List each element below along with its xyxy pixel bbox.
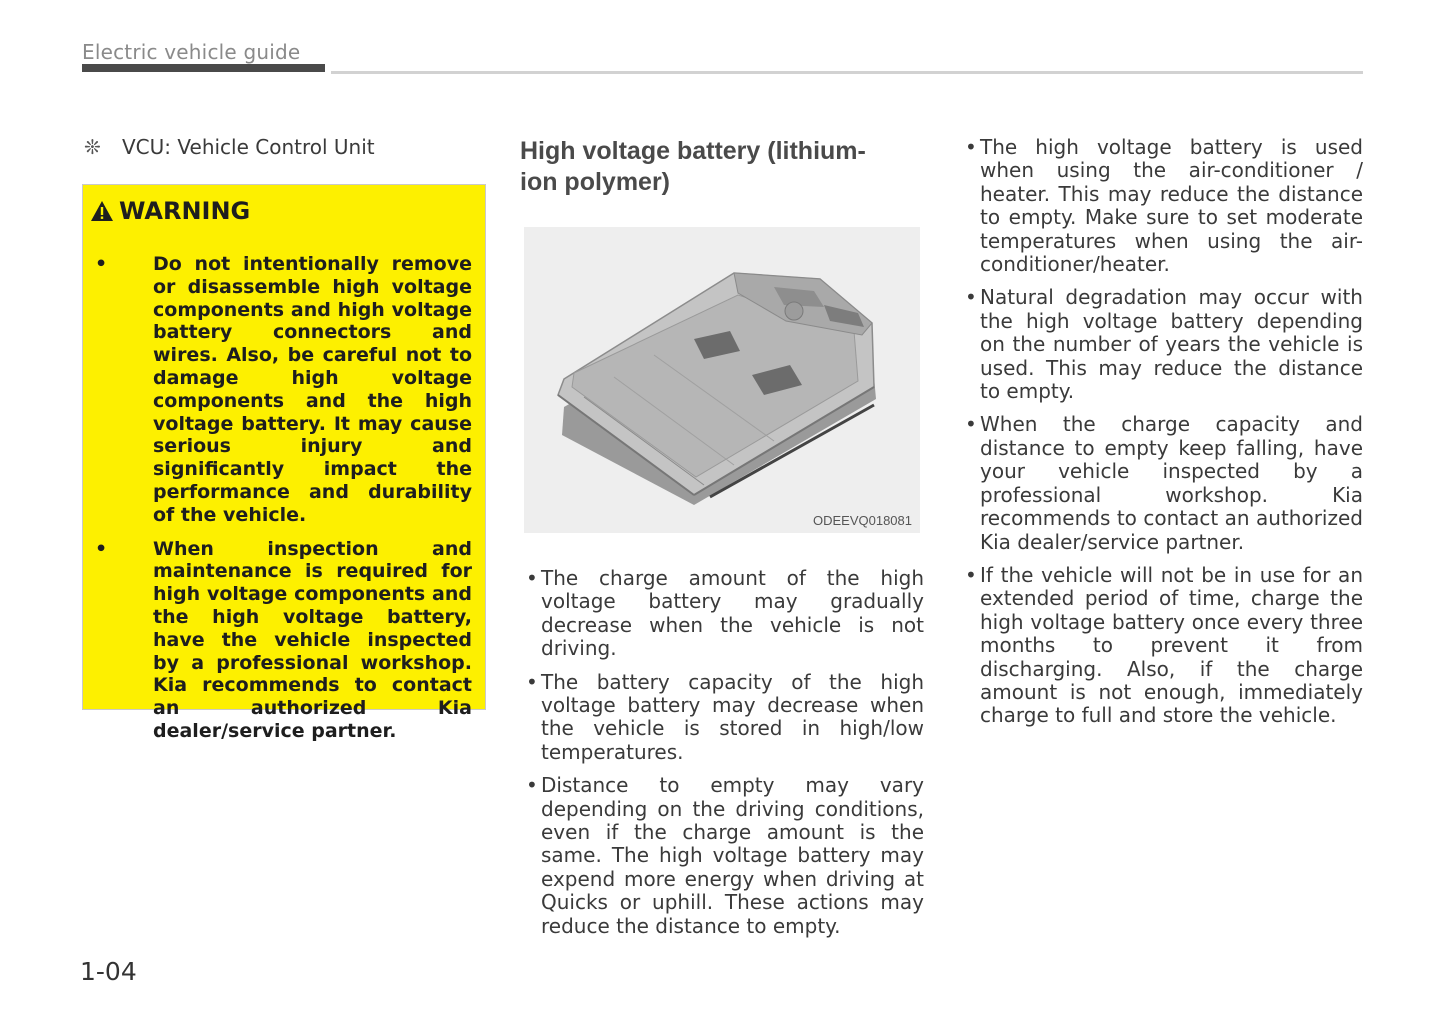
bullet: • <box>526 566 538 590</box>
page-number: 1-04 <box>80 957 137 986</box>
figure-code: ODEEVQ018081 <box>812 513 912 528</box>
warning-heading <box>90 197 250 225</box>
list-item <box>526 671 924 765</box>
bullet: • <box>965 135 977 159</box>
warning-box <box>82 184 486 742</box>
list-item <box>965 286 1363 403</box>
warning-item <box>83 538 487 743</box>
footnote-text: VCU: Vehicle Control Unit <box>122 135 375 159</box>
list-item-text: The battery capacity of the high voltage battery may decrease when the vehicle is stored in high/low temperatures. <box>541 669 924 764</box>
list-item <box>526 774 924 938</box>
list-item-text: When the charge capacity and distance to empty keep falling, have your vehicle inspected by a professional workshop. Kia recommends to contact an authorized Kia dealer/service partner. <box>980 412 1363 554</box>
list-item-text: Distance to empty may vary depending on the driving conditions, even if the charge amount is the same. The high voltage battery may expend more energy when driving at Quicks or uphill. These actions may reduce the distance to empty. <box>541 773 924 938</box>
header-rule <box>331 71 1363 74</box>
right-column <box>965 136 1363 738</box>
bullet: • <box>965 562 977 587</box>
list-item-text: The charge amount of the high voltage battery may gradually decrease when the vehicle is not driving. <box>541 566 924 661</box>
battery-figure <box>524 227 920 533</box>
list-item-text: If the vehicle will not be in use for an extended period of time, charge the high voltage battery once every three months to prevent it from discharging. Also, if the charge amount is not enough, immediately charge to full and store the vehicle. <box>980 562 1363 728</box>
warning-item-text: When inspection and maintenance is required for high voltage components and the high voltage battery, have the vehicle inspected by a professional workshop. Kia recommends to contact an authorized Kia dealer/service partner. <box>153 537 472 742</box>
header-bar <box>82 64 325 72</box>
warning-item <box>83 253 487 527</box>
warning-bullet: • <box>95 537 108 560</box>
list-item <box>965 564 1363 728</box>
battery-pack-illustration <box>524 227 920 533</box>
bullet: • <box>526 669 538 694</box>
list-item-text: Natural degradation may occur with the high voltage battery depending on the number of years the vehicle is used. This may reduce the distance to empty. <box>980 285 1363 404</box>
asterism-icon: ❊ <box>84 135 101 159</box>
warning-triangle-icon <box>90 200 114 222</box>
warning-heading-text: WARNING <box>119 197 251 225</box>
footnote <box>84 135 375 159</box>
middle-column <box>526 567 924 948</box>
bullet: • <box>965 285 977 310</box>
warning-bullet: • <box>95 253 108 275</box>
bullet: • <box>526 773 538 798</box>
section-title: High voltage battery (lithium-ion polymer) <box>520 137 866 196</box>
list-item <box>965 413 1363 553</box>
warning-item-text: Do not intentionally remove or disassemble high voltage components and high voltage battery connectors and wires. Also, be careful not to damage high voltage components and the high voltage battery. It may cause serious injury and significantly impact the performance and durability of the vehicle. <box>153 253 472 526</box>
running-header: Electric vehicle guide <box>82 40 301 64</box>
warning-list <box>83 253 487 754</box>
list-item <box>965 136 1363 276</box>
bullet: • <box>965 412 977 437</box>
list-item <box>526 567 924 661</box>
list-item-text: The high voltage battery is used when using the air-conditioner / heater. This may reduce the distance to empty. Make sure to set moderate temperatures when using the air-conditioner/heater. <box>980 135 1363 277</box>
